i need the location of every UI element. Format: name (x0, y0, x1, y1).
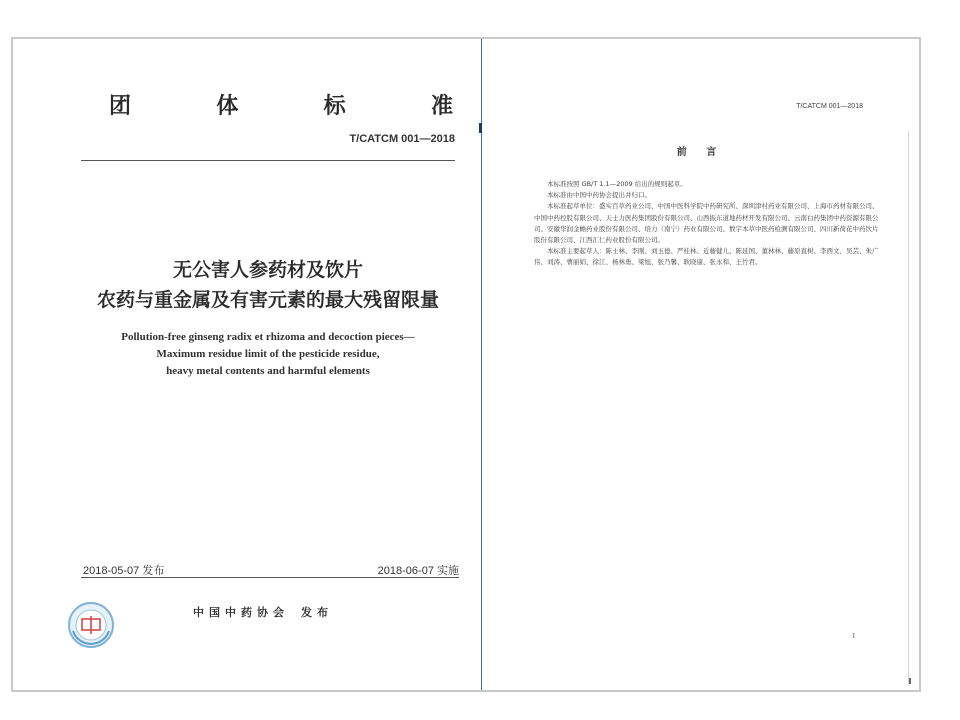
foreword-paragraph: 本标准起草单位：盛实百草药业公司、中国中医科学院中药研究所、深圳津村药业有限公司、上海市药材有限公司、中国中药控股有限公司、天士力医药集团股份有限公司、山西振东道地药材开发有限公司、云南白药集团中药资源有限公司、安徽华润金蟾药业股份有限公司、培力（南宁）药业有限公司、数字本草中医药检测有限公司、四川新荷花中药饮片股份有限公司、江西汇仁药业股份有限公司。 (534, 202, 879, 245)
divider-bottom (81, 577, 459, 578)
standard-type-char: 体 (216, 94, 240, 119)
page-edge (908, 131, 909, 686)
foreword-page (482, 39, 919, 690)
standard-type-char: 准 (430, 94, 454, 119)
chinese-title (53, 255, 483, 315)
english-title-line: Maximum residue limit of the pesticide residue, (156, 348, 380, 360)
chinese-title-line: 无公害人参药材及饮片 (172, 259, 363, 281)
document-frame (11, 37, 921, 692)
foreword-paragraph: 本标准主要起草人：陈士林、李刚、刘玉德、严桂林、近藤健儿、陈延国、董林林、藤原直树、李西文、吴芸、朱广伟、刘涛、曹丽娟、徐江、杨林勇、梁旭、张乃馨、耿晓康、张永和、王竹君。 (534, 247, 879, 267)
cover-page (13, 39, 481, 690)
foreword-paragraph: 本标准由中国中药协会提出并归口。 (547, 191, 651, 200)
divider-top (81, 160, 455, 161)
english-title-line: Pollution-free ginseng radix et rhizoma and decoction pieces— (121, 331, 415, 343)
implement-date: 2018-06-07 实施 (377, 565, 459, 577)
foreword-paragraph: 本标准按照 GB/T 1.1—2009 给出的规则起草。 (547, 180, 687, 188)
english-title (53, 329, 483, 380)
publish-word: 发布 (301, 606, 333, 619)
english-title-line: heavy metal contents and harmful elements (166, 365, 370, 377)
page-number: I (852, 632, 855, 640)
association-seal-icon (67, 601, 115, 649)
standard-type-heading (109, 89, 454, 120)
publisher-line (193, 604, 333, 620)
standard-type-char: 团 (109, 94, 133, 119)
foreword-body (534, 179, 879, 269)
chinese-title-line: 农药与重金属及有害元素的最大残留限量 (96, 289, 439, 311)
page-edge-tick (909, 678, 911, 684)
publisher-name: 中国中药协会 (193, 606, 289, 619)
publish-date: 2018-05-07 发布 (83, 565, 165, 577)
standard-code-header: T/CATCM 001—2018 (796, 103, 863, 110)
foreword-title: 前 言 (676, 147, 725, 158)
standard-type-char: 标 (323, 94, 347, 119)
standard-code: T/CATCM 001—2018 (349, 133, 455, 145)
